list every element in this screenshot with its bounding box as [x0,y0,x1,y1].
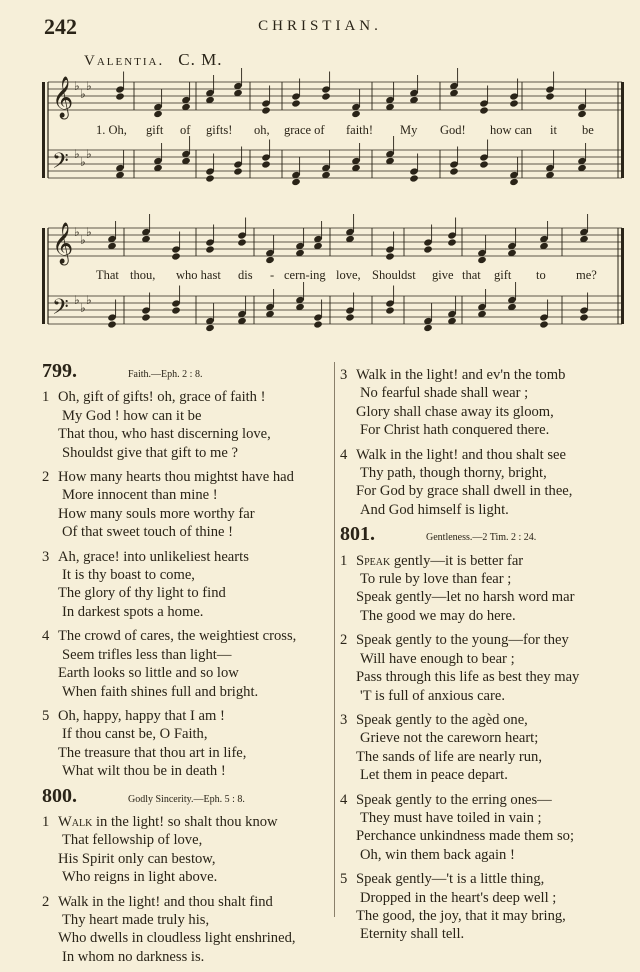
verse-line: Of that sweet touch of thine ! [62,524,234,541]
lyric-syllable: gifts! [206,123,233,137]
lyric-syllable: gift [146,123,164,137]
lyric-syllable: of [180,123,191,137]
verse [42,627,332,701]
page-number: 242 [44,14,77,39]
lyrics-system-1 [0,123,640,139]
bass-clef: 𝄢 [52,295,69,325]
notehead [477,256,487,264]
tune-name: Valentia. [84,53,165,69]
verse-line: Oh, win them back again ! [360,846,515,863]
verse-number: 2 [42,469,50,486]
verse-line: His Spirit only can bestow, [58,850,216,867]
verse-line: The sands of life are nearly run, [356,748,542,765]
hymn-number: 801. [340,523,375,546]
verse-line: Speak gently to the young—for they [356,632,569,649]
verse-line: Glory shall chase away its gloom, [356,403,554,420]
verse-line: Thy path, though thorny, bright, [360,465,547,482]
verse-line: That thou, who hast discerning love, [58,426,271,443]
notehead [449,167,459,175]
left-column [42,358,332,972]
lyric-syllable: give [432,268,454,282]
verse-line: Speak gently to the agèd one, [356,711,528,728]
hymn-header [340,525,630,547]
lyric-syllable: be [582,123,594,137]
verse-number: 5 [340,871,348,888]
notehead [205,245,215,253]
verse-line: Will have enough to bear ; [360,650,515,667]
lyric-syllable: who hast [176,268,221,282]
verse-line: Thy heart made truly his, [62,911,210,928]
treble-clef: 𝄞 [52,77,74,118]
verse [340,552,630,626]
notehead [577,110,587,118]
lyric-syllable: to [536,268,546,282]
verse-line: Who reigns in light above. [62,869,218,886]
verse-line: The glory of thy light to find [58,585,226,602]
notehead [539,320,549,328]
flat-sign: ♭ [86,293,92,307]
notehead [141,313,151,321]
verse-number: 1 [340,552,348,569]
verse-line: Pass through this life as best they may [356,669,580,686]
lyric-syllable: cern-ing [284,268,326,282]
flat-sign: ♭ [80,155,86,169]
verse [42,468,332,542]
verse [42,813,332,887]
lyric-syllable: - [270,268,275,282]
verse-line: Earth looks so little and so low [58,665,239,682]
verse-line: Walk in the light! and thou shalt see [356,446,566,463]
verse-line: Walk in the light! and thou shalt find [58,893,273,910]
lyric-syllable: gift [494,268,512,282]
verse-first-word: Speak [356,552,391,569]
verse-number: 5 [42,707,50,724]
verse-line: Oh, happy, happy that I am ! [58,707,225,724]
column-divider [334,362,335,917]
flat-sign: ♭ [80,233,86,247]
verse-number: 4 [340,791,348,808]
verse-number: 1 [42,389,50,406]
flat-sign: ♭ [86,79,92,93]
lyric-syllable: thou, [130,268,156,282]
flat-sign: ♭ [74,147,80,161]
notehead [233,167,243,175]
lyric-syllable: God! [440,123,466,137]
verse-line: In whom no darkness is. [62,948,205,965]
verse-line: How many hearts thou mightst have had [58,469,294,486]
notehead [345,313,355,321]
notehead [423,324,433,332]
verse [340,711,630,785]
verse-line: 'T is full of anxious care. [360,687,506,704]
hymn-header [42,362,332,384]
notehead [291,178,301,186]
notehead [205,174,215,182]
hymn-subtitle: Faith.—Eph. 2 : 8. [128,369,203,380]
lyric-syllable: it [550,123,557,137]
verse-line: in the light! so shalt thou know [92,813,278,830]
lyric-syllable: me? [576,268,597,282]
lyric-syllable: that [462,268,481,282]
notehead [291,99,301,107]
lyric-syllable: That [96,268,119,282]
verse-line: For God by grace shall dwell in thee, [356,483,573,500]
flat-sign: ♭ [80,301,86,315]
verse-line: The good we may do here. [360,607,516,624]
verse-line: Walk in the light! and ev'n the tomb [356,367,566,383]
verse [340,791,630,865]
tune-meter: C. M. [178,50,223,69]
lyric-syllable: faith! [346,123,374,137]
verse-line: Shouldst give that gift to me ? [62,444,238,461]
notehead [237,238,247,246]
verse-line: That fellowship of love, [62,832,203,849]
verse-number: 4 [42,628,50,645]
notehead [321,92,331,100]
verse-line: When faith shines full and bright. [62,683,259,700]
verse-line: If thou canst be, O Faith, [62,726,208,743]
verse-line: How many souls more worthy far [58,505,255,522]
verse-line: For Christ hath conquered there. [360,422,550,439]
notehead [171,306,181,314]
verse-line: To rule by love than fear ; [360,571,512,588]
running-title: CHRISTIAN. [258,18,382,34]
verse-number: 2 [42,893,50,910]
lyric-syllable: grace of [284,123,325,137]
verse-line: No fearful shade shall wear ; [360,385,529,402]
verse-line: More innocent than mine ! [62,487,218,504]
verse [340,446,630,520]
right-column [340,366,630,950]
flat-sign: ♭ [74,293,80,307]
verse [42,707,332,781]
notehead [545,92,555,100]
notehead [171,252,181,260]
verse-line: Oh, gift of gifts! oh, grace of faith ! [58,389,266,406]
verse-line: Let them in peace depart. [360,767,508,784]
lyric-syllable: oh, [254,123,270,137]
flat-sign: ♭ [80,87,86,101]
verse-line: Grieve not the careworn heart; [360,730,539,747]
hymn-subtitle: Godly Sincerity.—Eph. 5 : 8. [128,793,245,805]
notehead [265,256,275,264]
verse-line: In darkest spots a home. [62,603,204,620]
verse-line: They must have toiled in vain ; [360,809,542,826]
verse [42,548,332,622]
notehead [579,313,589,321]
music-score [0,0,640,350]
lyric-syllable: love, [336,268,361,282]
notehead [261,160,271,168]
notehead [509,178,519,186]
lyric-syllable: Shouldst [372,268,416,282]
notehead [385,306,395,314]
verse-line: Speak gently—'t is a little thing, [356,871,545,888]
lyric-syllable: My [400,123,418,137]
lyric-syllable: 1. Oh, [96,123,127,137]
verse-number: 3 [340,711,348,728]
notehead [261,106,271,114]
notehead [479,160,489,168]
verse-line: My God ! how can it be [62,407,202,424]
verse [340,631,630,705]
notehead [447,238,457,246]
notehead [509,99,519,107]
lyrics-system-2 [0,268,640,284]
notehead [153,110,163,118]
flat-sign: ♭ [86,147,92,161]
flat-sign: ♭ [74,225,80,239]
verse-first-word: Walk [58,813,93,830]
verse-line: Ah, grace! into unlikeliest hearts [58,548,249,565]
verse-line: What wilt thou be in death ! [62,763,226,780]
verse-line: And God himself is light. [360,501,509,518]
notehead [409,174,419,182]
flat-sign: ♭ [86,225,92,239]
notehead [107,320,117,328]
verse-number: 2 [340,632,348,649]
verse [340,870,630,944]
verse-line: Dropped in the heart's deep well ; [360,889,557,906]
flat-sign: ♭ [74,79,80,93]
treble-clef: 𝄞 [52,223,74,264]
verse-number: 3 [42,548,50,565]
verse-line: Speak gently—let no harsh word mar [356,589,575,606]
verse [340,366,630,440]
hymn-number: 799. [42,360,77,382]
hymn-header [42,784,332,809]
verse [42,388,332,462]
verse-line: It is thy boast to come, [62,567,195,584]
verse-number: 3 [340,367,348,383]
verse-line: The treasure that thou art in life, [58,744,247,761]
notehead [423,245,433,253]
notehead [479,106,489,114]
lyric-syllable: how can [490,123,532,137]
verse-line: Who dwells in cloudless light enshrined, [58,930,296,947]
notehead [205,324,215,332]
notehead [115,92,125,100]
hymn-number: 800. [42,784,77,807]
bass-clef: 𝄢 [52,149,69,179]
verse-line: The crowd of cares, the weightiest cross, [58,628,297,645]
verse-line: gently—it is better far [390,552,524,569]
verse-line: Seem trifles less than light— [62,646,232,663]
notehead [313,320,323,328]
verse-number: 1 [42,813,50,830]
hymn-subtitle: Gentleness.—2 Tim. 2 : 24. [426,532,537,544]
verse-number: 4 [340,446,348,463]
verse-line: Perchance unkindness made them so; [356,828,575,845]
verse-line: Eternity shall tell. [360,926,465,943]
verse [42,893,332,967]
lyric-syllable: dis [238,268,253,282]
verse-line: The good, the joy, that it may bring, [356,907,566,924]
verse-line: Speak gently to the erring ones— [356,791,552,808]
notehead [385,252,395,260]
notehead [351,110,361,118]
